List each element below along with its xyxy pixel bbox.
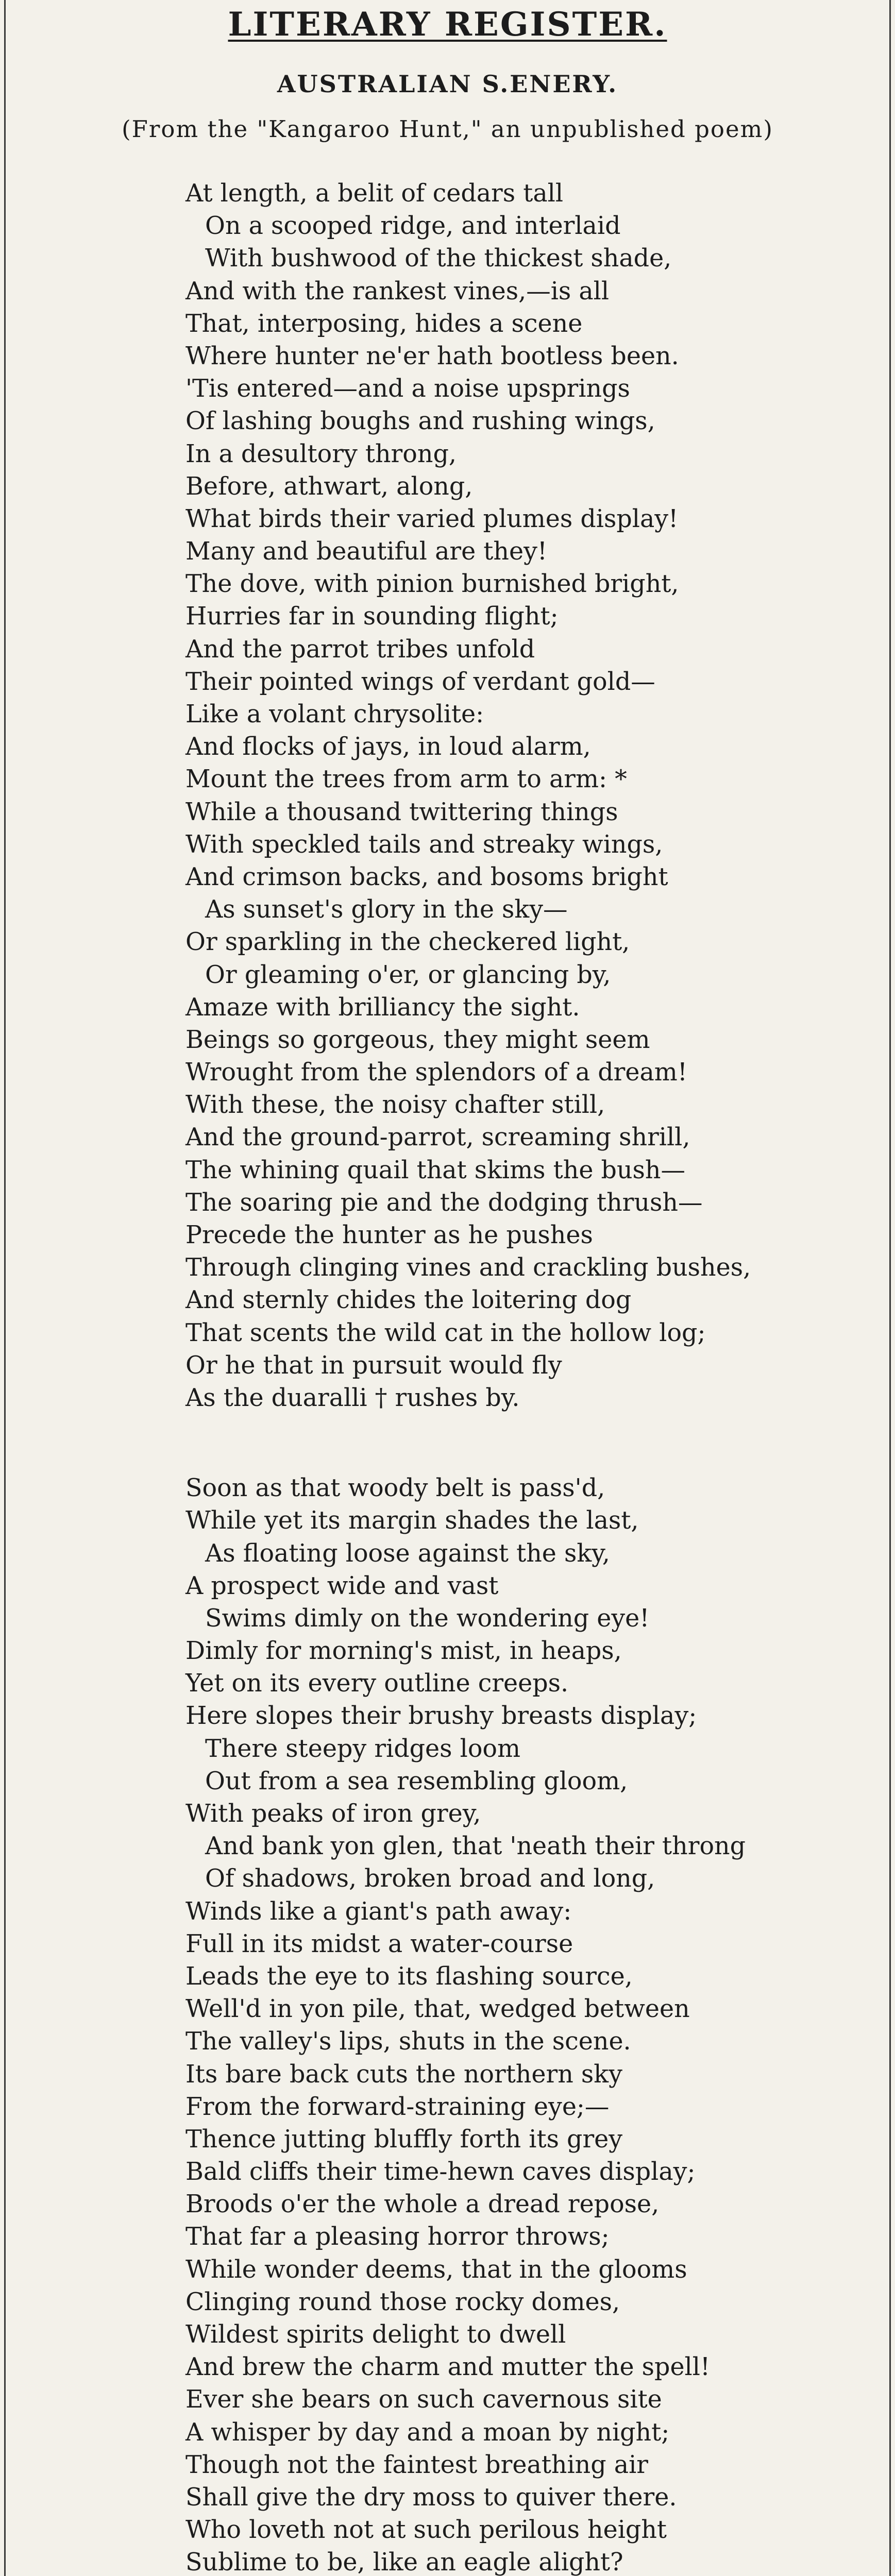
poem-stanza [185, 177, 874, 1414]
poem-line: That far a pleasing horror throws; [185, 2223, 610, 2251]
left-column-rule [4, 0, 6, 2576]
poem-stanza [185, 1472, 874, 2576]
section-masthead: LITERARY REGISTER. [228, 5, 667, 44]
poem-line: That scents the wild cat in the hollow log; [185, 1318, 706, 1347]
poem-line: Of shadows, broken broad and long, [205, 1865, 655, 1893]
poem-line: Through clinging vines and crackling bushes, [185, 1253, 751, 1282]
poem-line: And with the rankest vines,—is all [185, 277, 610, 306]
poem-line: As the duaralli † rushes by. [185, 1383, 520, 1412]
poem-line: Soon as that woody belt is pass'd, [185, 1474, 605, 1503]
poem-line: With bushwood of the thickest shade, [205, 244, 672, 273]
poem-line: And crimson backs, and bosoms bright [185, 862, 668, 891]
poem-line: Swims dimly on the wondering eye! [205, 1604, 650, 1633]
poem-line: While wonder deems, that in the glooms [185, 2255, 687, 2284]
poem-line: Ever she bears on such cavernous site [185, 2385, 662, 2414]
poem-line: And sternly chides the loitering dog [185, 1286, 632, 1315]
poem-line: And bank yon glen, that 'neath their throng [205, 1832, 746, 1861]
poem-line: There steepy ridges loom [205, 1734, 521, 1763]
poem-line: Broods o'er the whole a dread repose, [185, 2190, 660, 2219]
poem-line: The whining quail that skims the bush— [185, 1156, 686, 1184]
poem-line: With speckled tails and streaky wings, [185, 830, 663, 859]
poem-line: At length, a belit of cedars tall [185, 179, 564, 208]
poem-line: Wrought from the splendors of a dream! [185, 1058, 687, 1087]
poem-line: Wildest spirits delight to dwell [185, 2320, 566, 2349]
poem-line: While a thousand twittering things [185, 798, 618, 826]
poem-line: Sublime to be, like an eagle alight? [185, 2548, 623, 2576]
right-column-rule [889, 0, 891, 2576]
poem-line: Though not the faintest breathing air [185, 2450, 649, 2479]
poem-line: Clinging round those rocky domes, [185, 2287, 620, 2316]
poem-line: Many and beautiful are they! [185, 537, 548, 566]
poem-line: The soaring pie and the dodging thrush— [185, 1188, 703, 1217]
poem-line: As floating loose against the sky, [205, 1539, 610, 1568]
poem-line: And the ground-parrot, screaming shrill, [185, 1123, 690, 1152]
poem-line: While yet its margin shades the last, [185, 1506, 639, 1535]
poem-line: A prospect wide and vast [185, 1571, 499, 1600]
poem-line: What birds their varied plumes display! [185, 504, 679, 533]
poem-line: Amaze with brilliancy the sight. [185, 993, 580, 1022]
poem-title: AUSTRALIAN S.ENERY. [277, 70, 618, 98]
poem-line: Its bare back cuts the northern sky [185, 2060, 622, 2089]
poem-line: Winds like a giant's path away: [185, 1897, 572, 1926]
poem-line: Like a volant chrysolite: [185, 700, 484, 728]
poem-line: Well'd in yon pile, that, wedged between [185, 1995, 690, 2024]
poem-body [185, 177, 874, 2576]
poem-line: Mount the trees from arm to arm: * [185, 765, 627, 794]
poem-line: Beings so gorgeous, they might seem [185, 1025, 650, 1054]
poem-line: Hurries far in sounding flight; [185, 602, 559, 631]
poem-line: In a desultory throng, [185, 439, 457, 468]
poem-line: As sunset's glory in the sky— [205, 895, 568, 924]
poem-line: And the parrot tribes unfold [185, 635, 535, 664]
poem-line: Thence jutting bluffly forth its grey [185, 2125, 623, 2154]
poem-line: Their pointed wings of verdant gold— [185, 667, 655, 696]
poem-line: Full in its midst a water-course [185, 1929, 573, 1958]
poem-line: Or he that in pursuit would fly [185, 1351, 562, 1380]
poem-line: On a scooped ridge, and interlaid [205, 212, 621, 241]
poem-line: A whisper by day and a moan by night; [185, 2418, 670, 2447]
poem-line: Bald cliffs their time-hewn caves display; [185, 2158, 696, 2187]
poem-line: 'Tis entered—and a noise upsprings [185, 375, 630, 403]
poem-line: And brew the charm and mutter the spell! [185, 2353, 711, 2382]
poem-line: Here slopes their brushy breasts display; [185, 1702, 697, 1731]
poem-line: Or sparkling in the checkered light, [185, 928, 630, 957]
poem-line: Of lashing boughs and rushing wings, [185, 407, 655, 436]
poem-line: With peaks of iron grey, [185, 1800, 481, 1828]
poem-line: Who loveth not at such perilous height [185, 2516, 667, 2545]
poem-line: Shall give the dry moss to quiver there. [185, 2483, 677, 2512]
poem-line: That, interposing, hides a scene [185, 309, 583, 338]
poem-line: And flocks of jays, in loud alarm, [185, 733, 591, 761]
poem-line: From the forward-straining eye;— [185, 2092, 610, 2121]
poem-line: Where hunter ne'er hath bootless been. [185, 342, 679, 370]
poem-line: With these, the noisy chafter still, [185, 1091, 605, 1120]
poem-subtitle: (From the "Kangaroo Hunt," an unpublished poem) [122, 115, 773, 143]
poem-line: Yet on its every outline creeps. [185, 1669, 569, 1698]
newspaper-column [21, 0, 874, 2576]
poem-line: Or gleaming o'er, or glancing by, [205, 960, 611, 989]
poem-line: Precede the hunter as he pushes [185, 1221, 593, 1249]
poem-line: The valley's lips, shuts in the scene. [185, 2027, 631, 2056]
poem-line: Before, athwart, along, [185, 472, 473, 501]
poem-line: Out from a sea resembling gloom, [205, 1767, 628, 1795]
poem-line: Leads the eye to its flashing source, [185, 1962, 633, 1991]
poem-line: The dove, with pinion burnished bright, [185, 570, 679, 599]
poem-line: Dimly for morning's mist, in heaps, [185, 1637, 622, 1666]
